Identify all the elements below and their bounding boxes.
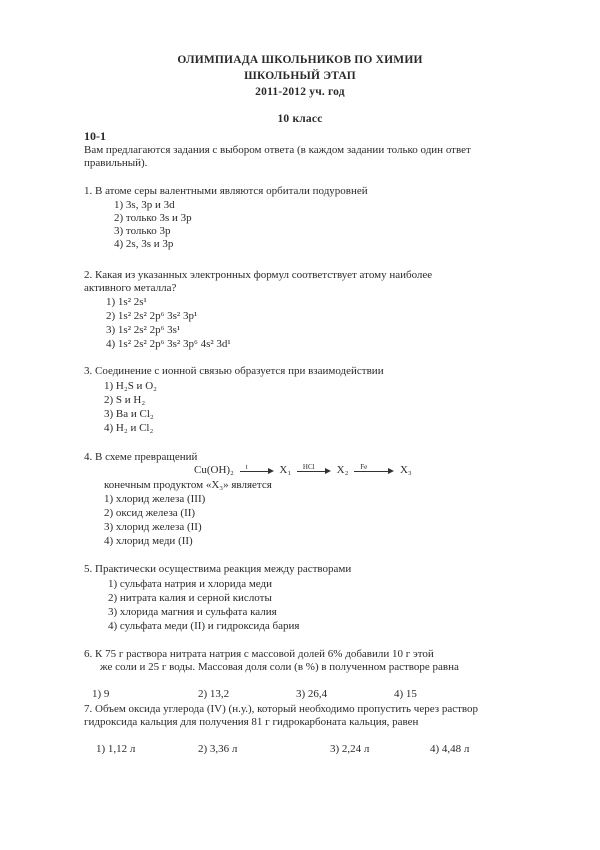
- question-6-option-4: 4) 15: [394, 688, 417, 700]
- scheme-x3: X₃: [399, 464, 412, 476]
- question-2-text-line-2: активного металла?: [84, 282, 177, 294]
- question-3-option-3: 3) Ba и Cl₂: [104, 408, 154, 420]
- olympiad-title: ОЛИМПИАДА ШКОЛЬНИКОВ ПО ХИМИИ: [177, 54, 423, 66]
- arrow-2-label: HCl: [302, 463, 315, 472]
- arrow-icon: [297, 465, 331, 475]
- grade-title: 10 класс: [277, 113, 323, 125]
- arrow-3-label: Fe: [360, 463, 368, 472]
- arrow-1-label: t: [245, 463, 248, 472]
- scheme-x1: X₁: [279, 464, 292, 476]
- question-4-final-text: конечным продуктом «X₃» является: [104, 479, 272, 491]
- question-5-option-2: 2) нитрата калия и серной кислоты: [108, 592, 272, 604]
- section-label: 10-1: [84, 129, 106, 143]
- question-4-option-1: 1) хлорид железа (III): [104, 493, 206, 505]
- question-3-option-4: 4) H₂ и Cl₂: [104, 422, 154, 434]
- question-3-text: 3. Соединение с ионной связью образуется при взаимодействии: [84, 365, 384, 377]
- question-5-text: 5. Практически осуществима реакция между растворами: [84, 563, 352, 575]
- question-6-text-line-1: 6. К 75 г раствора нитрата натрия с массовой долей 6% добавили 10 г этой: [84, 648, 434, 660]
- question-1-option-4: 4) 2s, 3s и 3p: [114, 238, 174, 250]
- question-1-text: 1. В атоме серы валентными являются орбитали подуровней: [84, 185, 368, 197]
- question-6-text-line-2: же соли и 25 г воды. Массовая доля соли (в %) в полученном растворе равна: [100, 661, 459, 673]
- question-1-option-2: 2) только 3s и 3p: [114, 212, 192, 224]
- question-4-text: 4. В схеме превращений: [84, 451, 198, 463]
- instructions-line-1: Вам предлагаются задания с выбором ответа (в каждом задании только один ответ: [84, 144, 471, 156]
- instructions-line-2: правильный).: [84, 157, 148, 169]
- question-7-option-2: 2) 3,36 л: [198, 743, 238, 755]
- question-3-option-2: 2) S и H₂: [104, 394, 146, 406]
- scheme-start: Cu(OH)₂: [194, 464, 234, 476]
- question-2-option-1: 1) 1s² 2s¹: [106, 296, 147, 308]
- question-6-option-1: 1) 9: [92, 688, 110, 700]
- question-5-option-3: 3) хлорида магния и сульфата калия: [108, 606, 277, 618]
- question-7-text-line-1: 7. Объем оксида углерода (IV) (н.у.), который необходимо пропустить через раствор: [84, 703, 479, 715]
- question-4-option-2: 2) оксид железа (II): [104, 507, 196, 519]
- question-7-option-4: 4) 4,48 л: [430, 743, 470, 755]
- stage-title: ШКОЛЬНЫЙ ЭТАП: [244, 70, 356, 82]
- question-7-option-3: 3) 2,24 л: [330, 743, 370, 755]
- arrow-icon: [240, 465, 274, 475]
- question-2-option-3: 3) 1s² 2s² 2p⁶ 3s¹: [106, 324, 181, 336]
- question-1-option-1: 1) 3s, 3p и 3d: [114, 199, 175, 211]
- question-6-option-3: 3) 26,4: [296, 688, 328, 700]
- question-7-text-line-2: гидроксида кальция для получения 81 г гидрокарбоната кальция, равен: [84, 716, 419, 728]
- transformation-scheme: [194, 464, 412, 477]
- question-5-option-4: 4) сульфата меди (II) и гидроксида бария: [108, 620, 300, 632]
- question-7-option-1: 1) 1,12 л: [96, 743, 136, 755]
- question-4-option-3: 3) хлорид железа (II): [104, 521, 202, 533]
- question-1-option-3: 3) только 3p: [114, 225, 171, 237]
- year-title: 2011-2012 уч. год: [255, 86, 345, 98]
- question-4-option-4: 4) хлорид меди (II): [104, 535, 193, 547]
- scheme-x2: X₂: [336, 464, 349, 476]
- question-2-option-2: 2) 1s² 2s² 2p⁶ 3s² 3p¹: [106, 310, 198, 322]
- question-2-text-line-1: 2. Какая из указанных электронных формул соответствует атому наиболее: [84, 269, 433, 281]
- question-3-option-1: 1) H₂S и O₂: [104, 380, 157, 392]
- arrow-icon: [354, 465, 394, 475]
- question-6-option-2: 2) 13,2: [198, 688, 230, 700]
- question-5-option-1: 1) сульфата натрия и хлорида меди: [108, 578, 273, 590]
- question-2-option-4: 4) 1s² 2s² 2p⁶ 3s² 3p⁶ 4s² 3d¹: [106, 338, 231, 350]
